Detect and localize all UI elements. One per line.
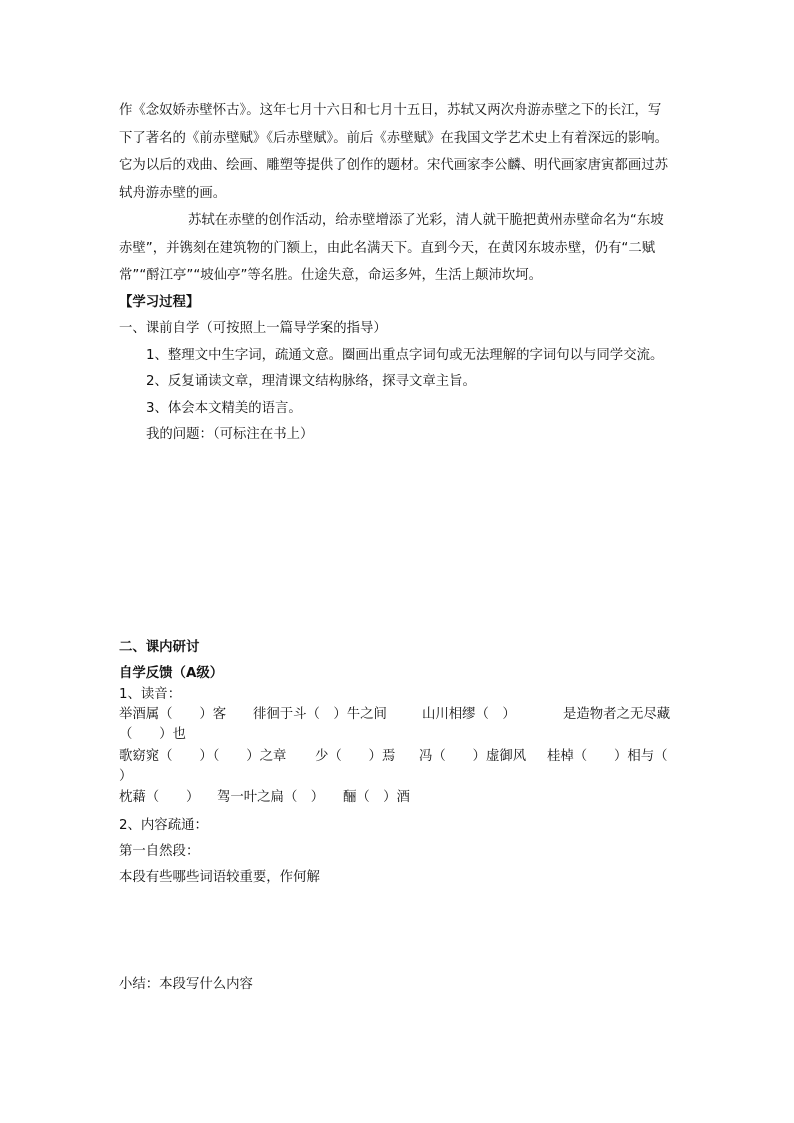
reading-label: 1、读音： <box>119 687 182 702</box>
intro-p1-line-1: 作《念奴娇赤壁怀古》。这年七月十六日和七月十五日，苏轼又两次舟游赤壁之下的长江，写 <box>119 103 662 118</box>
content-label: 2、内容疏通： <box>119 818 208 833</box>
step-3: 3、体会本文精美的语言。 <box>146 401 302 416</box>
intro-p1-line-3: 它为以后的戏曲、绘画、雕塑等提供了创作的题材。宋代画家李公麟、明代画家唐寅都画过苏 <box>119 158 669 173</box>
step-2: 2、反复诵读文章，理清课文结构脉络，探寻文章主旨。 <box>146 374 476 389</box>
pron-item: 歌窈窕（ ）（ ）之章 <box>119 749 287 764</box>
intro-p1-line-4: 轼舟游赤壁的画。 <box>119 186 227 201</box>
pron-item: （ ）也 <box>119 727 186 742</box>
summary-prompt: 小结：本段写什么内容 <box>119 977 253 992</box>
pron-item: 桂棹（ ）相与（ <box>547 749 668 764</box>
para1-question: 本段有些哪些词语较重要，作何解 <box>119 870 320 885</box>
pron-item: 枕藉（ ） <box>119 790 200 805</box>
intro-p1-line-2: 下了著名的《前赤壁赋》《后赤壁赋》。前后《赤壁赋》在我国文学艺术史上有着深远的影响。 <box>119 131 669 146</box>
section1-title: 一、课前自学（可按照上一篇导学案的指导） <box>119 321 387 336</box>
pron-item: 举酒属（ ）客 <box>119 707 227 722</box>
section2-title: 二、课内研讨 <box>119 640 200 655</box>
pron-item: 是造物者之无尽藏 <box>563 707 671 722</box>
pron-item: ） <box>119 769 133 784</box>
pron-item: 少（ ）焉 <box>315 749 396 764</box>
intro-p2-line-1: 苏轼在赤壁的创作活动，给赤壁增添了光彩，清人就干脆把黄州赤壁命名为“东坡 <box>188 213 664 228</box>
step-1: 1、整理文中生字词，疏通文意。圈画出重点字词句或无法理解的字词句以与同学交流。 <box>146 348 664 363</box>
intro-p2-line-2: 赤壁”，并镌刻在建筑物的门额上，由此名满天下。直到今天，在黄冈东坡赤壁，仍有“二赋 <box>119 241 656 256</box>
feedback-title: 自学反馈（A级） <box>119 666 224 681</box>
my-questions: 我的问题：（可标注在书上） <box>146 427 314 442</box>
para1-label: 第一自然段： <box>119 844 200 859</box>
intro-p2-line-3: 常”“酹江亭”“坡仙亭”等名胜。仕途失意，命运多舛，生活上颠沛坎坷。 <box>119 268 543 283</box>
pron-item: 驾一叶之扁（ ） <box>217 790 325 805</box>
pron-item: 酾（ ）酒 <box>343 790 410 805</box>
pron-item: 徘徊于斗（ ）牛之间 <box>253 707 387 722</box>
pron-item: 山川相缪（ ） <box>422 707 516 722</box>
pron-item: 冯（ ）虚御风 <box>419 749 527 764</box>
process-heading: 【学习过程】 <box>119 295 200 310</box>
